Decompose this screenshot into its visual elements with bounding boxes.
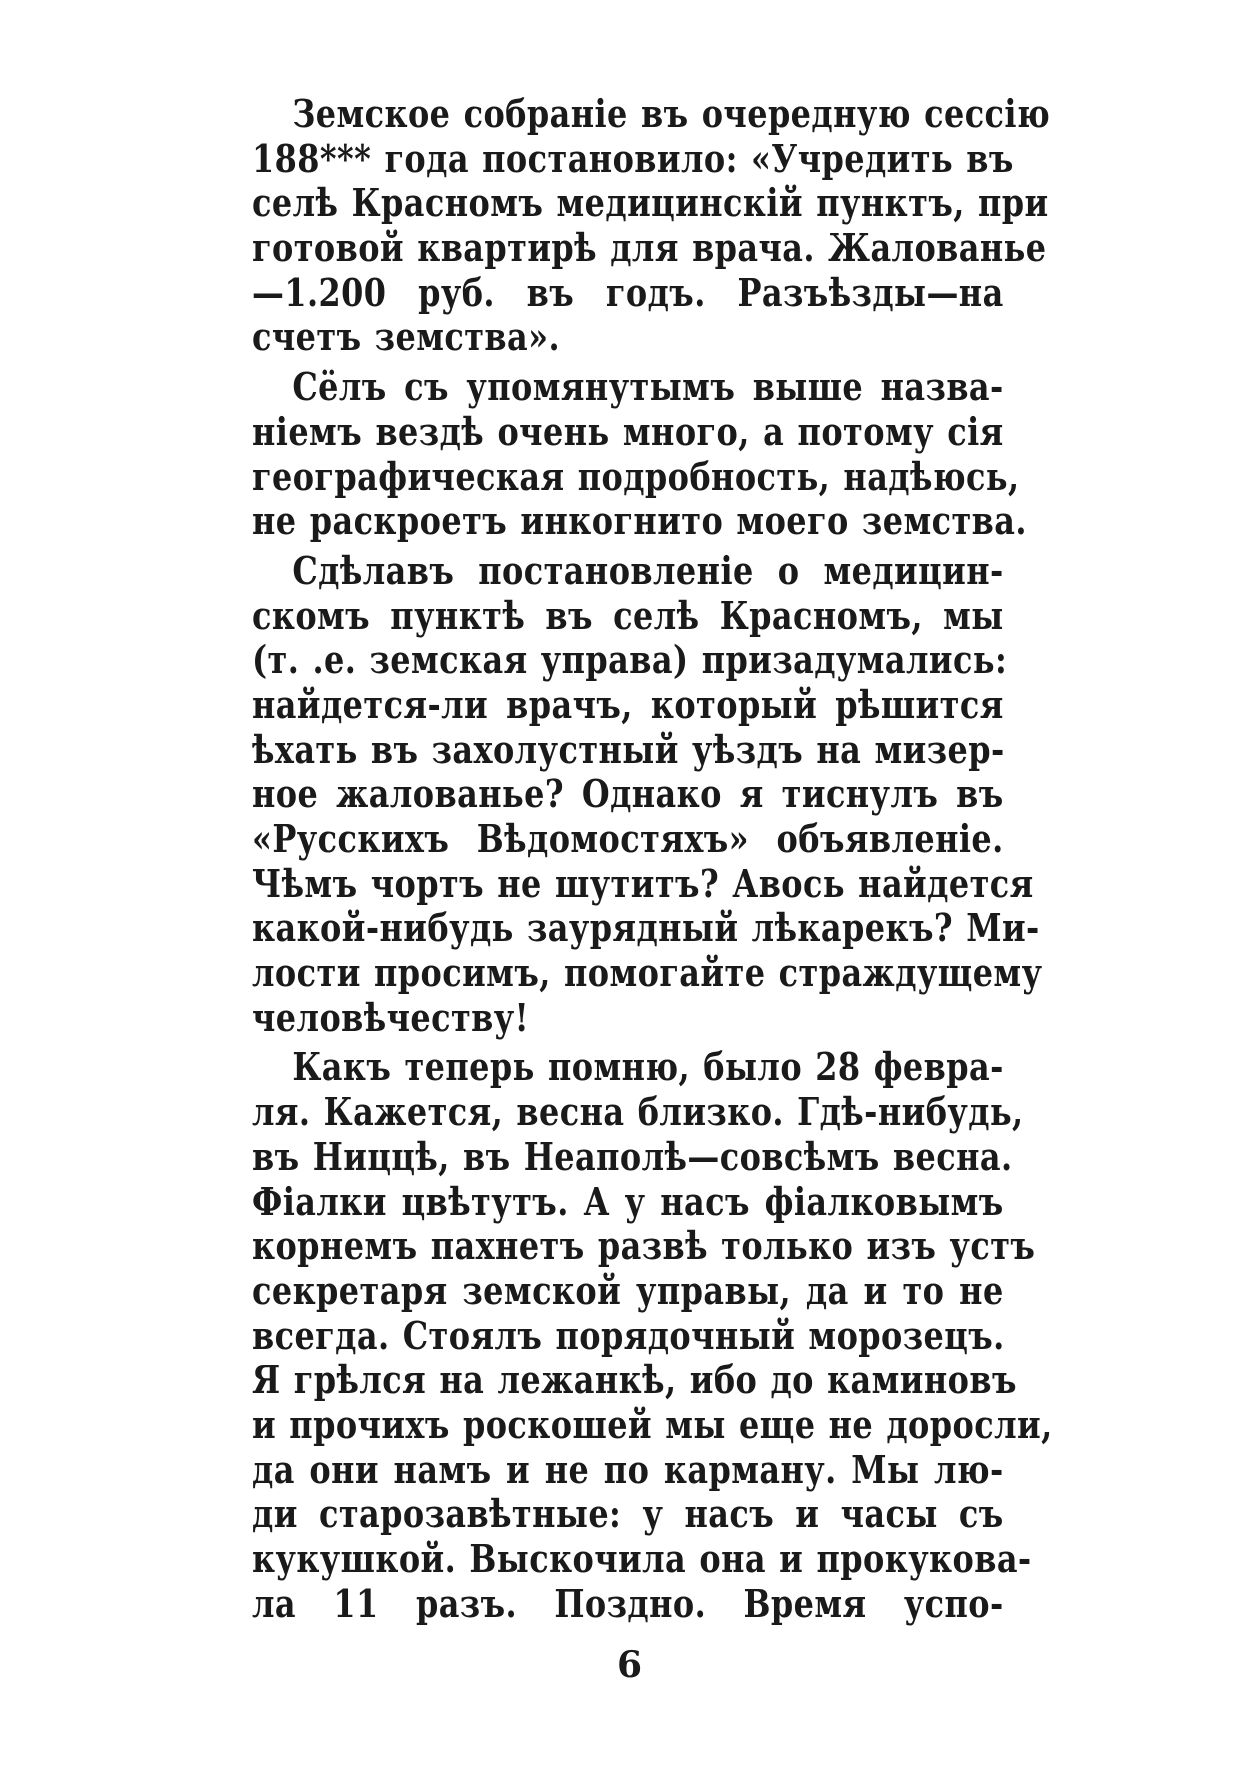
text-line: Сдѣлавъ постановленіе о медицин- xyxy=(292,547,1004,593)
text-line: Земское собраніе въ очередную сессію xyxy=(292,91,1051,136)
text-line: ля. Кажется, весна близко. Гдѣ-нибудь, xyxy=(252,1089,1024,1135)
text-line: Сёлъ съ упомянутымъ выше назва- xyxy=(292,364,1004,410)
text-line: кукушкой. Выскочила она и прокукова- xyxy=(252,1536,1032,1581)
text-line: «Русскихъ Вѣдомостяхъ» объявленіе. xyxy=(252,816,1004,861)
text-line: ди старозавѣтные: у насъ и часы съ xyxy=(252,1491,1004,1537)
text-line: найдется-ли врачъ, который рѣшится xyxy=(252,681,1004,727)
text-line: въ Ниццѣ, въ Неаполѣ—совсѣмъ весна. xyxy=(252,1133,1013,1179)
text-line: какой-нибудь заурядный лѣкарекъ? Ми- xyxy=(252,905,1040,951)
body-text xyxy=(252,91,1053,1631)
text-line: счетъ земства». xyxy=(252,314,561,360)
text-line: —1.200 руб. въ годъ. Разъѣзды—на xyxy=(252,269,1004,315)
paragraph-3 xyxy=(252,547,1043,1041)
text-line: ное жалованье? Однако я тиснулъ въ xyxy=(252,771,1004,817)
text-line: Я грѣлся на лежанкѣ, ибо до каминовъ xyxy=(252,1357,1017,1403)
page-number: 6 xyxy=(616,1644,643,1686)
text-line: лости просимъ, помогайте страждущему xyxy=(252,950,1043,996)
text-line: (т. .е. земская управа) призадумались: xyxy=(252,637,1008,683)
text-line: и прочихъ роскошей мы еще не доросли, xyxy=(252,1401,1053,1447)
text-line: готовой квартирѣ для врача. Жалованье xyxy=(252,225,1047,271)
text-line: Какъ теперь помню, было 28 февра- xyxy=(292,1044,1004,1090)
paragraph-1 xyxy=(252,91,1051,360)
text-line: всегда. Стоялъ порядочный морозецъ. xyxy=(252,1312,1005,1358)
text-line: корнемъ пахнетъ развѣ только изъ устъ xyxy=(252,1223,1036,1269)
text-line: Фіалки цвѣтутъ. А у насъ фіалковымъ xyxy=(252,1178,1004,1224)
text-line: не раскроетъ инкогнито моего земства. xyxy=(252,498,1027,544)
paragraph-4 xyxy=(252,1044,1053,1626)
text-line: ніемъ вездѣ очень много, а потому сія xyxy=(252,408,1004,454)
text-line: 188*** года постановило: «Учредить въ xyxy=(252,135,1014,181)
text-line: да они намъ и не по карману. Мы лю- xyxy=(252,1446,1004,1492)
text-line: скомъ пунктѣ въ селѣ Красномъ, мы xyxy=(252,592,1004,638)
text-line: Чѣмъ чортъ не шутитъ? Авось найдется xyxy=(252,860,1034,906)
text-line: ѣхать въ захолустный уѣздъ на мизер- xyxy=(252,726,1005,772)
text-line: ла 11 разъ. Поздно. Время успо- xyxy=(252,1580,1004,1626)
text-line: географическая подробность, надѣюсь, xyxy=(252,453,1020,499)
text-line: селѣ Красномъ медицинскій пунктъ, при xyxy=(252,180,1049,226)
paragraph-2 xyxy=(252,364,1027,544)
text-line: человѣчеству! xyxy=(252,994,530,1040)
text-line: секретаря земской управы, да и то не xyxy=(252,1267,1004,1313)
